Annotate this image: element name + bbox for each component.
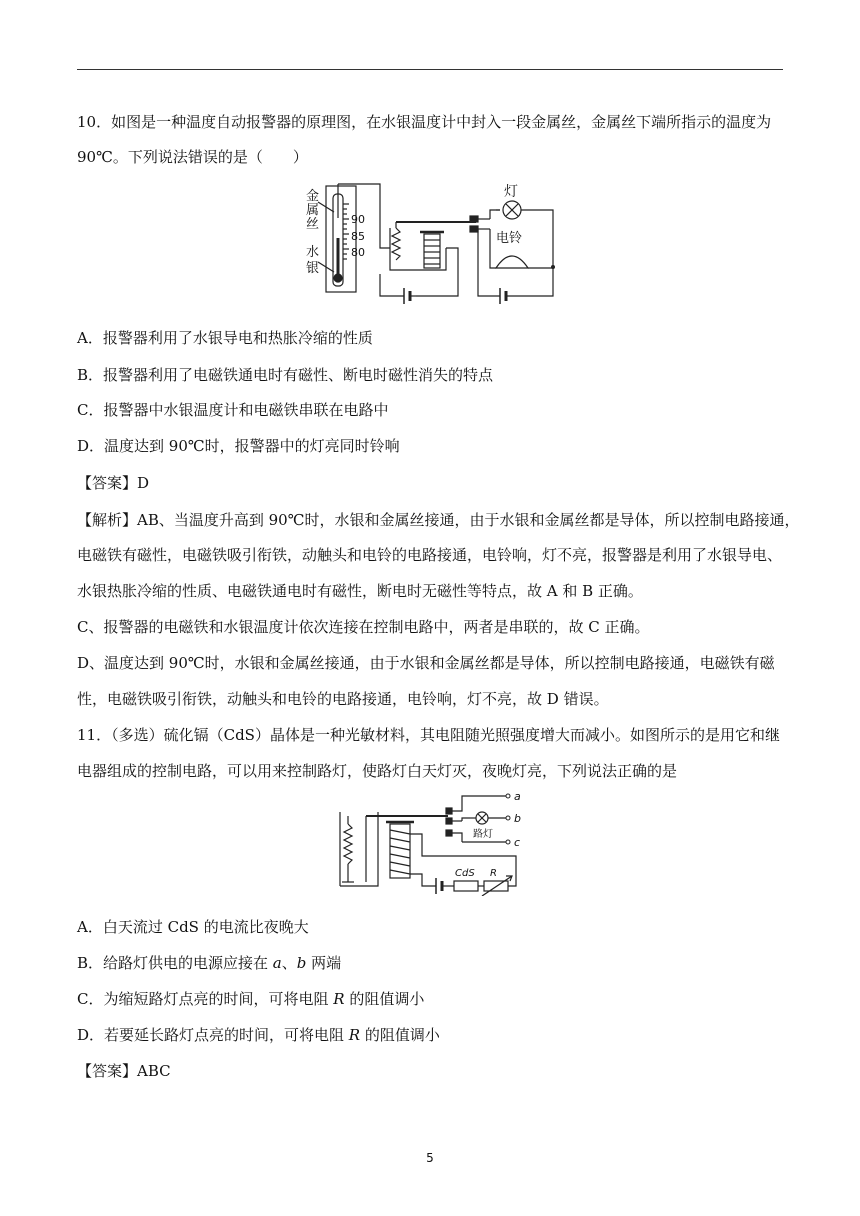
metal-label-char-3: 丝: [306, 217, 320, 232]
metal-label-char-2: 属: [306, 203, 320, 218]
scale-label-85: 85: [351, 230, 365, 243]
terminal-c-label: c: [514, 836, 521, 849]
streetlamp-label: 路灯: [473, 829, 493, 840]
bell-label: 电铃: [496, 231, 523, 246]
q10-answer: 【答案】D: [77, 474, 150, 492]
q10-stem-line1: 10．如图是一种温度自动报警器的原理图，在水银温度计中封入一段金属丝，金属丝下端所指示的温度为: [77, 113, 772, 131]
resistor-r-label: R: [490, 868, 497, 879]
q10-stem-line2: 90℃。下列说法错误的是（ ）: [77, 148, 308, 166]
mercury-label-char-2: 银: [306, 261, 320, 276]
q10-option-b: B．报警器利用了电磁铁通电时有磁性、断电时磁性消失的特点: [77, 366, 494, 384]
metal-label-char-1: 金: [306, 189, 320, 204]
terminal-a-label: a: [514, 790, 521, 803]
mercury-label-char-1: 水: [306, 245, 320, 260]
q10-option-c: C．报警器中水银温度计和电磁铁串联在电路中: [77, 401, 389, 419]
scale-label-90: 90: [351, 213, 365, 226]
q10-analysis-line4: C、报警器的电磁铁和水银温度计依次连接在控制电路中，两者是串联的，故 C 正确。: [77, 618, 650, 636]
terminal-b-label: b: [514, 812, 521, 825]
q10-analysis-line2: 电磁铁有磁性，电磁铁吸引衔铁，动触头和电铃的电路接通，电铃响，灯不亮，报警器是利用了水银导电、: [77, 546, 783, 564]
q11-stem-line1: 11．（多选）硫化镉（CdS）晶体是一种光敏材料，其电阻随光照强度增大而减小。如图所示的是用它和继: [77, 726, 780, 744]
q10-option-d: D．温度达到 90℃时，报警器中的灯亮同时铃响: [77, 437, 400, 455]
q10-analysis-line5: D、温度达到 90℃时，水银和金属丝接通，由于水银和金属丝都是导体，所以控制电路接通，电磁铁有磁: [77, 654, 775, 672]
q10-alarm-circuit-figure: [300, 178, 562, 306]
q11-cds-relay-figure: [338, 790, 534, 896]
scale-label-80: 80: [351, 246, 365, 259]
q10-analysis-line3: 水银热胀冷缩的性质、电磁铁通电时有磁性，断电时无磁性等特点，故 A 和 B 正确。: [77, 582, 643, 600]
q10-analysis-line6: 性，电磁铁吸引衔铁，动触头和电铃的电路接通，电铃响，灯不亮，故 D 错误。: [77, 690, 609, 708]
cds-label: CdS: [455, 868, 475, 879]
q11-option-c: C．为缩短路灯点亮的时间，可将电阻 R 的阻值调小: [77, 990, 425, 1008]
header-rule: [77, 69, 783, 70]
q11-stem-line2: 电器组成的控制电路，可以用来控制路灯，使路灯白天灯灭，夜晚灯亮，下列说法正确的是: [77, 762, 678, 780]
q11-option-a: A．白天流过 CdS 的电流比夜晚大: [77, 918, 309, 936]
page-number: 5: [426, 1151, 434, 1165]
lamp-label: 灯: [504, 184, 518, 200]
q11-answer: 【答案】ABC: [77, 1062, 171, 1080]
q11-option-d: D．若要延长路灯点亮的时间，可将电阻 R 的阻值调小: [77, 1026, 440, 1044]
q11-option-b: B．给路灯供电的电源应接在 a、b 两端: [77, 954, 342, 972]
q10-analysis-line1: 【解析】AB、当温度升高到 90℃时，水银和金属丝接通，由于水银和金属丝都是导体，所以控制电路接通，: [77, 511, 800, 529]
q10-option-a: A．报警器利用了水银导电和热胀冷缩的性质: [77, 329, 373, 347]
